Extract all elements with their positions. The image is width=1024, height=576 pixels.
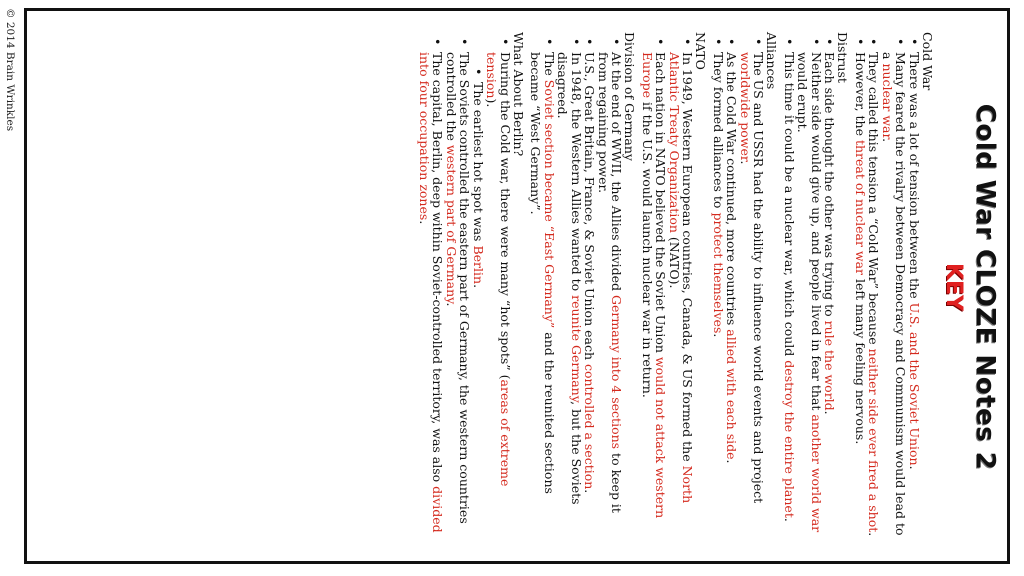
list-item: • Many feared the rivalry between Democracy and Communism would lead to a nuclear war. [881,52,908,542]
section-heading-nato: NATO [693,32,709,70]
list-item: • The Soviets controlled the eastern part of Germany, the western countries controlled the western part of Germany. [445,52,472,542]
list-item: • During the Cold war, there were many “hot spots” (areas of extreme tension). • The earliest hot spot was Berlin. [472,52,513,542]
key-label: KEY [941,262,966,311]
page-title: Cold War CLOZE Notes 2 [970,103,1000,471]
list-item: • They formed alliances to protect themselves. [712,52,726,542]
list-item: • Neither side would give up, and people lived in fear that another world war would erupt. [796,52,823,542]
section-heading-distrust: Distrust [835,32,851,83]
list-item: • This time it could be a nuclear war, which could destroy the entire planet. [783,52,797,542]
list-item: • They called this tension a “Cold War” because neither side ever fired a shot. [867,52,881,542]
section-heading-alliances: Alliances [764,32,780,90]
copyright-notice: © 2014 Brain Wrinkles [4,8,16,132]
list-item: • Each side thought the other was trying to rule the world. [823,52,837,542]
section-heading-berlin: What About Berlin? [511,32,526,157]
list-item: • In 1948, the Western Allies wanted to reunite Germany, but the Soviets disagreed. [556,52,583,542]
section-heading-division-of-germany: Division of Germany [622,32,638,161]
list-item: • U.S., Great Britain, France, & Soviet Union each controlled a section. [583,52,597,542]
section-heading-cold-war: Cold War [920,32,935,91]
distrust-list [783,32,837,542]
list-item: • The US and USSR had the ability to influence world events and project worldwide power. [739,52,766,542]
list-item: • In 1949, Western European countries, Canada, & US formed the North Atlantic Treaty Organization (NATO). [668,52,695,542]
division-list [529,32,624,542]
list-item: • At the end of WWII, the Allies divided Germany into 4 sections to keep it from regaining power. [597,52,624,542]
list-item: • The capital, Berlin, deep within Soviet-controlled territory, was also divided into four occupation zones. [418,52,445,542]
sub-list-item: • The earliest hot spot was Berlin. [472,52,486,542]
cold-war-list [854,32,922,542]
list-item: • There was a lot of tension between the U.S. and the Soviet Union. [908,52,922,542]
list-item: • Each nation in NATO believed the Soviet Union would not attack western Europe if the U.S. would launch nuclear war in return. [641,52,668,542]
list-item: • As the Cold War continued, more countries allied with each side. [725,52,739,542]
nato-list [641,32,695,542]
berlin-list [418,32,513,542]
alliances-list [712,32,766,542]
notes-page [26,10,1008,562]
list-item: • The Soviet section became “East Germany” and the reunited sections became “West Germany”. [529,52,556,542]
list-item: • However, the threat of nuclear war left many feeling nervous. [854,52,868,542]
